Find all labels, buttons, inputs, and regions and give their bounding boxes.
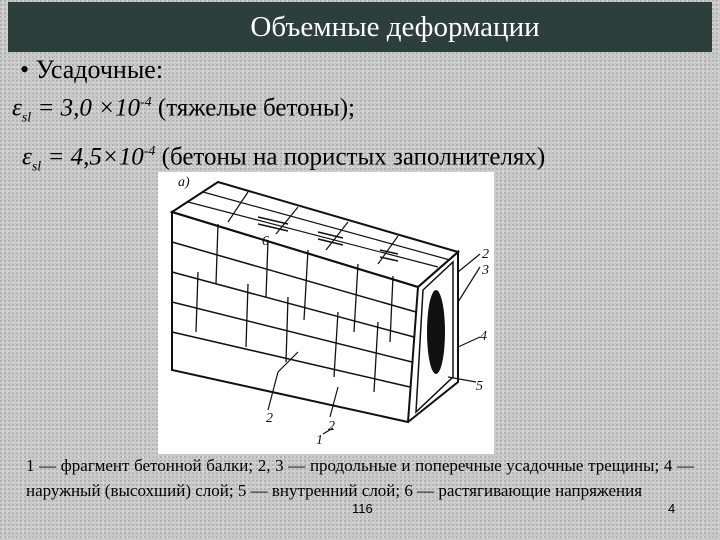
figure-label-2-bottom: 2 xyxy=(266,411,273,426)
text-block xyxy=(12,54,712,185)
formula-note: (тяжелые бетоны); xyxy=(151,94,355,122)
figure-label-4: 4 xyxy=(480,329,487,344)
figure-label-a: a) xyxy=(178,175,190,190)
formula-subscript: sl xyxy=(31,159,42,175)
figure-label-2-lower: 2 xyxy=(328,419,335,434)
formula-note: (бетоны на пористых заполнителях) xyxy=(155,143,546,171)
epsilon-symbol: ε xyxy=(12,94,22,122)
figure-label-2-right: 2 xyxy=(482,247,489,262)
figure-label-6: 6 xyxy=(262,234,269,249)
formula-exponent: -4 xyxy=(143,144,156,160)
page-number-right: 4 xyxy=(668,501,676,516)
epsilon-symbol: ε xyxy=(22,143,32,171)
figure-label-3: 3 xyxy=(482,263,489,278)
formula-subscript: sl xyxy=(21,110,32,126)
formula-value: = 4,5×10 xyxy=(41,143,144,171)
bullet-heading: • Усадочные: xyxy=(20,55,164,84)
figure-label-5: 5 xyxy=(476,379,483,394)
inner-layer-core xyxy=(427,290,445,374)
slide-title: Объемные деформации xyxy=(250,10,540,43)
formula-value: = 3,0 ×10 xyxy=(31,94,140,122)
beam-shrinkage-figure xyxy=(158,172,494,454)
figure-label-1: 1 xyxy=(316,433,323,448)
beam-drawing xyxy=(158,172,494,454)
page-number-center: 116 xyxy=(352,501,373,516)
formula-heavy-concrete xyxy=(12,86,712,135)
figure-caption: 1 — фрагмент бетонной балки; 2, 3 — продольные и поперечные усадочные трещины; 4 — наружный (высохший) слой; 5 — внутренний слой; 6 — растягивающие напряжения xyxy=(26,456,694,500)
formula-exponent: -4 xyxy=(139,95,152,110)
title-bar xyxy=(8,2,712,52)
